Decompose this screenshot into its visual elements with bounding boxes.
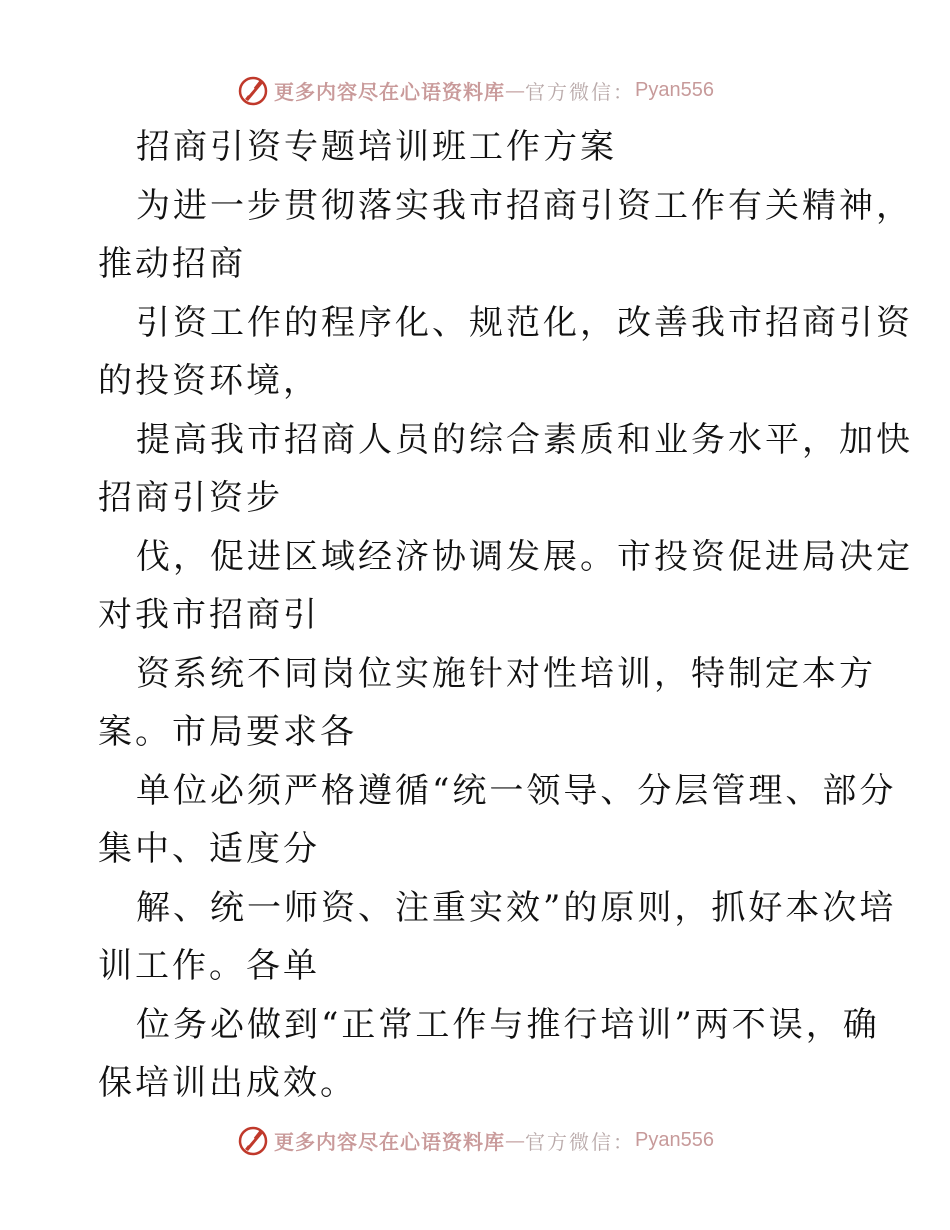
text-line: 解、统一师资、注重实效”的原则，抓好本次培 — [136, 887, 897, 928]
banner-wechat-id: Pyan556 — [635, 1128, 714, 1151]
header-watermark-banner — [0, 70, 950, 110]
text-line: 推动招商 — [98, 244, 246, 284]
text-line: 招商引资步 — [98, 478, 283, 518]
text-line: 的投资环境， — [98, 361, 320, 401]
text-line: 单位必须严格遵循“统一领导、分层管理、部分 — [136, 770, 897, 811]
footer-watermark-banner — [0, 1120, 950, 1160]
banner-wechat-label: 官方微信： — [525, 79, 636, 104]
text-line: 对我市招商引 — [98, 595, 320, 635]
banner-site-name: 更多内容尽在心语资料库 — [274, 79, 506, 104]
banner-wechat-label: 官方微信： — [525, 1129, 636, 1154]
text-line: 引资工作的程序化、规范化，改善我市招商引资 — [136, 302, 913, 343]
banner-site-name: 更多内容尽在心语资料库 — [274, 1129, 506, 1154]
text-line: 训工作。各单 — [98, 946, 320, 986]
text-line: 案。市局要求各 — [98, 712, 357, 752]
banner-dash: — — [505, 1128, 526, 1152]
text-line: 提高我市招商人员的综合素质和业务水平，加快 — [136, 419, 913, 460]
text-line: 伐，促进区域经济协调发展。市投资促进局决定 — [136, 536, 913, 577]
document-body — [98, 118, 913, 1113]
text-line: 为进一步贯彻落实我市招商引资工作有关精神， — [136, 185, 913, 226]
text-line: 资系统不同岗位实施针对性培训，特制定本方 — [136, 653, 876, 694]
quill-pen-logo-icon — [236, 1123, 270, 1157]
quill-pen-logo-icon — [236, 73, 270, 107]
text-line: 保培训出成效。 — [98, 1063, 357, 1103]
banner-wechat-id: Pyan556 — [635, 78, 714, 101]
text-line: 位务必做到“正常工作与推行培训”两不误，确 — [136, 1004, 880, 1045]
document-title: 招商引资专题培训班工作方案 — [136, 127, 617, 167]
text-line: 集中、适度分 — [98, 829, 320, 869]
banner-dash: — — [505, 78, 526, 102]
